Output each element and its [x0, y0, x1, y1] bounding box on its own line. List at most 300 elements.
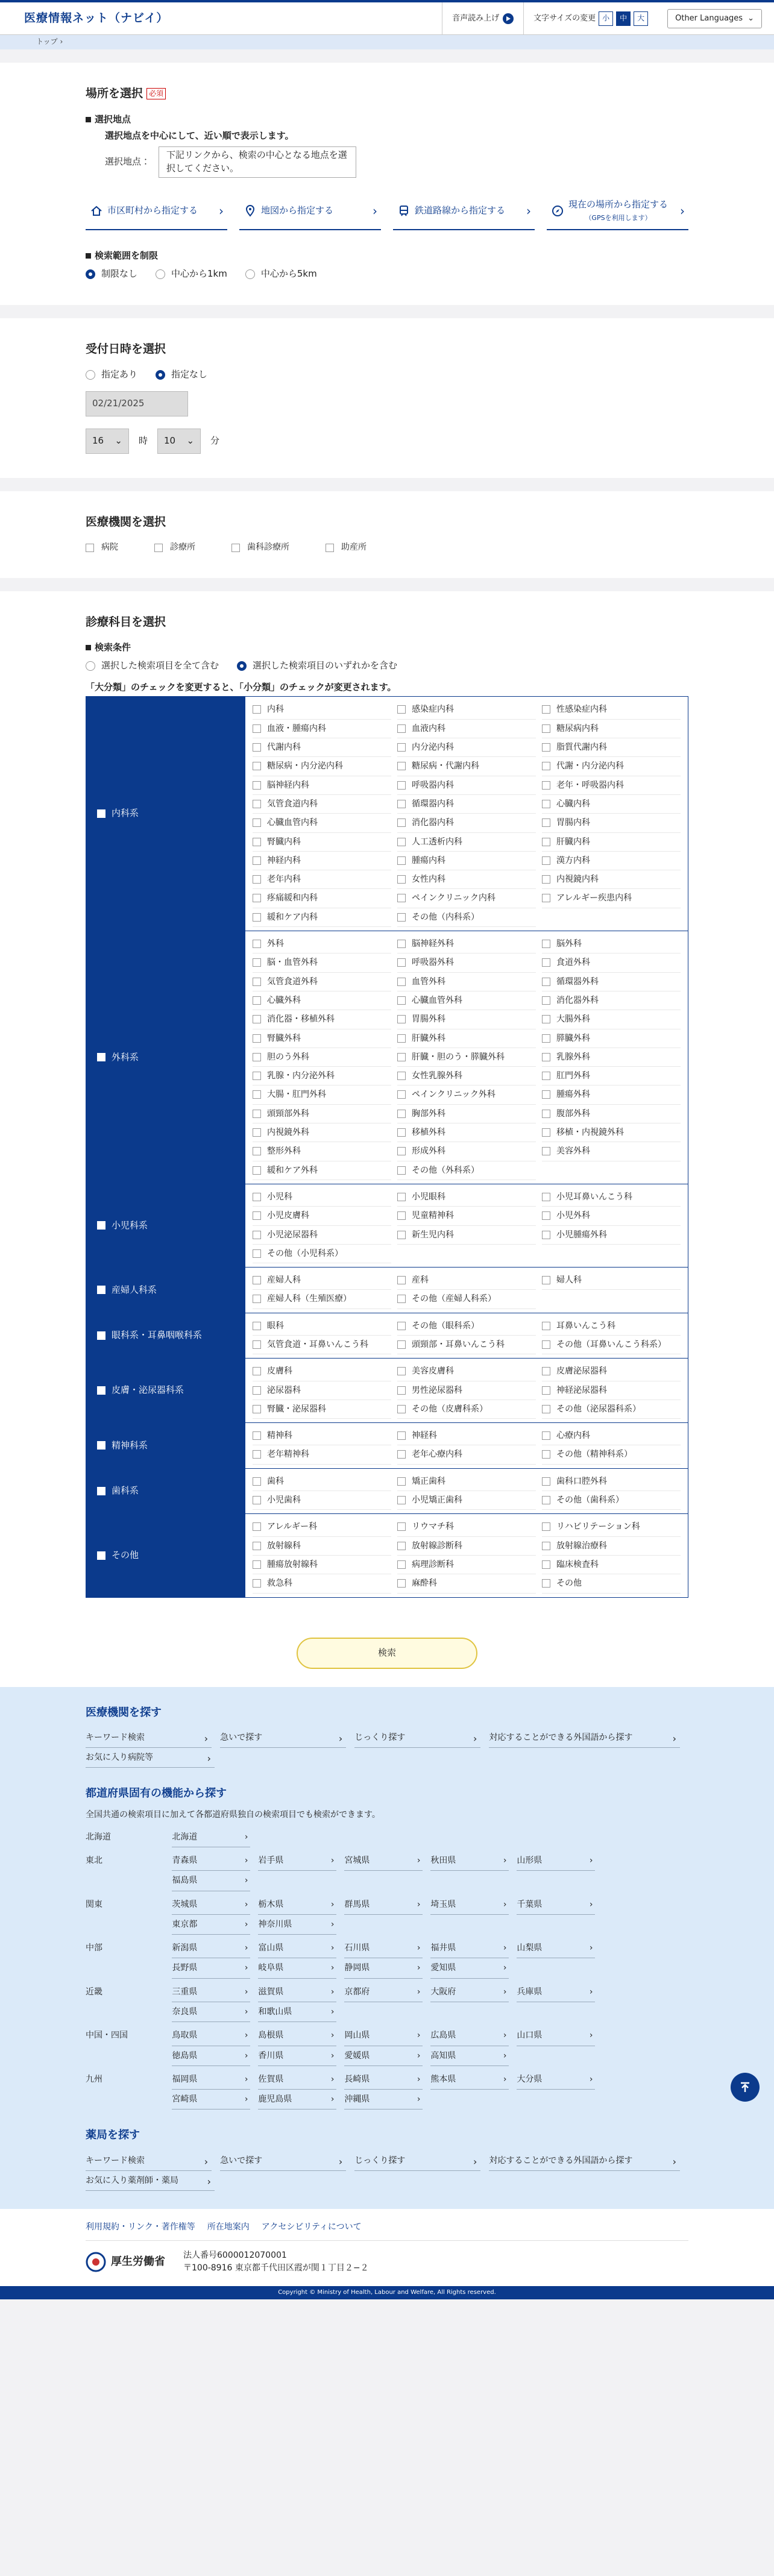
dept-sub-item[interactable]	[397, 1029, 536, 1048]
dept-main-category[interactable]	[86, 931, 245, 1184]
checkbox-icon[interactable]	[397, 996, 406, 1005]
dept-sub-item[interactable]	[253, 1048, 391, 1067]
dept-sub-item[interactable]	[542, 1085, 681, 1104]
dept-sub-item[interactable]	[397, 1400, 536, 1419]
dept-sub-item[interactable]	[542, 1518, 681, 1536]
pref-link[interactable]: 三重県 ›	[172, 1982, 250, 2002]
language-select[interactable]	[667, 9, 762, 28]
dept-main-category[interactable]	[86, 697, 245, 931]
dept-sub-item[interactable]	[397, 814, 536, 832]
dept-sub-item[interactable]	[397, 852, 536, 870]
dept-sub-item[interactable]	[253, 935, 391, 953]
back-to-top-button[interactable]	[731, 2073, 760, 2102]
checkbox-icon[interactable]	[397, 856, 406, 865]
facility-dental[interactable]	[231, 541, 289, 553]
dept-sub-item[interactable]	[542, 973, 681, 991]
dept-sub-item[interactable]	[542, 795, 681, 814]
dept-sub-item[interactable]	[542, 1362, 681, 1381]
dept-sub-item[interactable]	[397, 738, 536, 757]
checkbox-icon[interactable]	[397, 940, 406, 948]
pref-link[interactable]: 千葉県 ›	[517, 1895, 595, 1915]
checkbox-icon[interactable]	[397, 1193, 406, 1201]
checkbox-icon[interactable]	[253, 1249, 261, 1258]
font-medium-button[interactable]: 中	[616, 11, 631, 26]
dept-sub-item[interactable]	[253, 1207, 391, 1225]
dept-sub-item[interactable]	[397, 1336, 536, 1354]
dept-sub-item[interactable]	[253, 700, 391, 719]
dept-sub-item[interactable]	[542, 1226, 681, 1245]
checkbox-icon[interactable]	[542, 705, 550, 714]
keyword-search-link[interactable]: キーワード検索 ›	[86, 1728, 212, 1748]
cond-all[interactable]	[86, 659, 219, 673]
play-icon[interactable]	[503, 13, 514, 24]
checkbox-icon[interactable]	[397, 781, 406, 790]
dept-sub-item[interactable]	[253, 1271, 391, 1290]
radio-on-icon[interactable]	[237, 661, 247, 671]
dept-sub-item[interactable]	[253, 1518, 391, 1536]
pref-link[interactable]: 大分県 ›	[517, 2070, 595, 2090]
checkbox-icon[interactable]	[542, 940, 550, 948]
checkbox-icon[interactable]	[97, 1551, 105, 1560]
pref-link[interactable]: 愛媛県 ›	[344, 2046, 423, 2066]
checkbox-icon[interactable]	[397, 1276, 406, 1284]
checkbox-icon[interactable]	[542, 1053, 550, 1061]
dept-sub-item[interactable]	[253, 757, 391, 776]
dept-sub-item[interactable]	[542, 1537, 681, 1556]
checkbox-icon[interactable]	[542, 894, 550, 902]
checkbox-icon[interactable]	[397, 1128, 406, 1137]
checkbox-icon[interactable]	[97, 1487, 105, 1495]
checkbox-icon[interactable]	[253, 1477, 261, 1486]
dept-sub-item[interactable]	[397, 953, 536, 972]
checkbox-icon[interactable]	[97, 1221, 105, 1230]
dept-sub-item[interactable]	[542, 776, 681, 795]
dept-main-category[interactable]	[86, 1468, 245, 1514]
dept-sub-item[interactable]	[253, 1123, 391, 1142]
checkbox-icon[interactable]	[253, 838, 261, 846]
quick-search-link[interactable]: 急いで探す ›	[220, 1728, 346, 1748]
dept-sub-item[interactable]	[542, 1491, 681, 1510]
checkbox-icon[interactable]	[231, 544, 240, 552]
checkbox-icon[interactable]	[86, 544, 94, 552]
radio-off-icon[interactable]	[86, 370, 95, 380]
pref-link[interactable]: 新潟県 ›	[172, 1938, 250, 1958]
checkbox-icon[interactable]	[542, 818, 550, 827]
checkbox-icon[interactable]	[154, 544, 163, 552]
dept-sub-item[interactable]	[397, 1518, 536, 1536]
dept-sub-item[interactable]	[542, 1271, 681, 1290]
checkbox-icon[interactable]	[542, 996, 550, 1005]
checkbox-icon[interactable]	[253, 856, 261, 865]
dept-sub-item[interactable]	[542, 833, 681, 852]
dept-sub-item[interactable]	[542, 1400, 681, 1419]
checkbox-icon[interactable]	[542, 978, 550, 986]
dept-main-category[interactable]	[86, 1313, 245, 1359]
pref-link[interactable]: 青森県 ›	[172, 1851, 250, 1871]
dept-sub-item[interactable]	[542, 1123, 681, 1142]
fav-pharm-link[interactable]: お気に入り薬剤師・薬局 ›	[86, 2171, 215, 2191]
font-large-button[interactable]: 大	[634, 11, 648, 26]
dept-sub-item[interactable]	[253, 1381, 391, 1400]
dept-sub-item[interactable]	[397, 1067, 536, 1085]
dept-sub-item[interactable]	[397, 1381, 536, 1400]
dept-sub-item[interactable]	[397, 1271, 536, 1290]
mhlw-logo[interactable]	[86, 2252, 165, 2272]
site-logo[interactable]: 医療情報ネット（ナビイ）	[24, 11, 169, 25]
dept-sub-item[interactable]	[542, 1427, 681, 1445]
dept-sub-item[interactable]	[542, 889, 681, 908]
dept-sub-item[interactable]	[253, 973, 391, 991]
dept-sub-item[interactable]	[542, 738, 681, 757]
checkbox-icon[interactable]	[397, 1450, 406, 1459]
checkbox-icon[interactable]	[253, 894, 261, 902]
dept-sub-item[interactable]	[253, 1537, 391, 1556]
checkbox-icon[interactable]	[542, 1090, 550, 1099]
cond-any[interactable]	[237, 659, 397, 673]
pref-link[interactable]: 神奈川県 ›	[258, 1915, 336, 1935]
pref-link[interactable]: 岡山県 ›	[344, 2026, 423, 2046]
checkbox-icon[interactable]	[542, 958, 550, 967]
pref-link[interactable]: 奈良県 ›	[172, 2002, 250, 2022]
checkbox-icon[interactable]	[253, 1072, 261, 1080]
breadcrumb-top[interactable]: トップ	[36, 37, 58, 46]
checkbox-icon[interactable]	[397, 838, 406, 846]
dept-sub-item[interactable]	[397, 889, 536, 908]
checkbox-icon[interactable]	[253, 1496, 261, 1504]
pref-link[interactable]: 鹿児島県 ›	[258, 2090, 336, 2109]
checkbox-icon[interactable]	[253, 1147, 261, 1155]
dept-sub-item[interactable]	[253, 1085, 391, 1104]
dept-sub-item[interactable]	[253, 1188, 391, 1207]
checkbox-icon[interactable]	[542, 856, 550, 865]
checkbox-icon[interactable]	[397, 762, 406, 770]
facility-midwife[interactable]	[326, 541, 367, 553]
checkbox-icon[interactable]	[253, 978, 261, 986]
dept-sub-item[interactable]	[397, 908, 536, 927]
dept-sub-item[interactable]	[253, 1142, 391, 1161]
dept-sub-item[interactable]	[253, 720, 391, 738]
dept-sub-item[interactable]	[397, 1472, 536, 1491]
checkbox-icon[interactable]	[397, 1166, 406, 1175]
pref-link[interactable]: 香川県 ›	[258, 2046, 336, 2066]
dept-sub-item[interactable]	[253, 852, 391, 870]
pref-link[interactable]: 群馬県 ›	[344, 1895, 423, 1915]
dept-sub-item[interactable]	[542, 720, 681, 738]
checkbox-icon[interactable]	[253, 1295, 261, 1303]
dept-sub-item[interactable]	[397, 795, 536, 814]
pref-link[interactable]: 北海道 ›	[172, 1827, 250, 1847]
checkbox-icon[interactable]	[397, 913, 406, 922]
checkbox-icon[interactable]	[253, 1405, 261, 1413]
facility-hospital[interactable]	[86, 541, 118, 553]
checkbox-icon[interactable]	[542, 1211, 550, 1220]
checkbox-icon[interactable]	[253, 1386, 261, 1395]
checkbox-icon[interactable]	[542, 1431, 550, 1440]
checkbox-icon[interactable]	[397, 1579, 406, 1588]
checkbox-icon[interactable]	[253, 1322, 261, 1330]
range-none[interactable]	[86, 268, 137, 281]
checkbox-icon[interactable]	[253, 743, 261, 752]
checkbox-icon[interactable]	[253, 996, 261, 1005]
dept-sub-item[interactable]	[253, 1336, 391, 1354]
dept-sub-item[interactable]	[542, 953, 681, 972]
pref-link[interactable]: 山形県 ›	[517, 1851, 595, 1871]
checkbox-icon[interactable]	[253, 800, 261, 808]
pref-link[interactable]: 福岡県 ›	[172, 2070, 250, 2090]
checkbox-icon[interactable]	[253, 1431, 261, 1440]
voice-toggle[interactable]	[442, 2, 523, 35]
pref-link[interactable]: 岩手県 ›	[258, 1851, 336, 1871]
checkbox-icon[interactable]	[253, 1340, 261, 1349]
checkbox-icon[interactable]	[253, 913, 261, 922]
checkbox-icon[interactable]	[253, 762, 261, 770]
dept-sub-item[interactable]	[542, 870, 681, 889]
pharm-language-link[interactable]: 対応することができる外国語から探す ›	[489, 2151, 680, 2171]
pref-link[interactable]: 佐賀県 ›	[258, 2070, 336, 2090]
dept-sub-item[interactable]	[253, 795, 391, 814]
pharm-keyword-link[interactable]: キーワード検索 ›	[86, 2151, 212, 2171]
minute-select[interactable]	[157, 429, 201, 454]
dept-sub-item[interactable]	[542, 1472, 681, 1491]
dept-sub-item[interactable]	[542, 700, 681, 719]
checkbox-icon[interactable]	[397, 1295, 406, 1303]
checkbox-icon[interactable]	[397, 1522, 406, 1531]
dept-sub-item[interactable]	[253, 1362, 391, 1381]
dept-sub-item[interactable]	[397, 1574, 536, 1593]
checkbox-icon[interactable]	[253, 1542, 261, 1550]
accessibility-link[interactable]: アクセシビリティについて	[261, 2222, 362, 2232]
dept-sub-item[interactable]	[542, 1556, 681, 1574]
checkbox-icon[interactable]	[397, 1110, 406, 1118]
checkbox-icon[interactable]	[542, 781, 550, 790]
checkbox-icon[interactable]	[397, 1367, 406, 1375]
pharm-detail-link[interactable]: じっくり探す ›	[354, 2151, 480, 2171]
checkbox-icon[interactable]	[542, 1231, 550, 1239]
dept-sub-item[interactable]	[397, 1226, 536, 1245]
checkbox-icon[interactable]	[542, 1579, 550, 1588]
checkbox-icon[interactable]	[397, 1340, 406, 1349]
reception-specify[interactable]	[86, 368, 137, 382]
dept-sub-item[interactable]	[397, 1207, 536, 1225]
checkbox-icon[interactable]	[397, 1231, 406, 1239]
dept-sub-item[interactable]	[397, 1123, 536, 1142]
checkbox-icon[interactable]	[253, 1450, 261, 1459]
pref-link[interactable]: 鳥取県 ›	[172, 2026, 250, 2046]
pref-link[interactable]: 静岡県 ›	[344, 1958, 423, 1978]
checkbox-icon[interactable]	[253, 1522, 261, 1531]
checkbox-icon[interactable]	[397, 1211, 406, 1220]
checkbox-icon[interactable]	[542, 1193, 550, 1201]
checkbox-icon[interactable]	[397, 1322, 406, 1330]
checkbox-icon[interactable]	[542, 1072, 550, 1080]
checkbox-icon[interactable]	[542, 875, 550, 884]
radio-on-icon[interactable]	[156, 370, 165, 380]
checkbox-icon[interactable]	[542, 743, 550, 752]
city-link[interactable]	[86, 193, 227, 231]
pharm-quick-link[interactable]: 急いで探す ›	[220, 2151, 346, 2171]
dept-sub-item[interactable]	[397, 1445, 536, 1464]
checkbox-icon[interactable]	[542, 1128, 550, 1137]
dept-sub-item[interactable]	[253, 1491, 391, 1510]
checkbox-icon[interactable]	[542, 724, 550, 733]
checkbox-icon[interactable]	[397, 1386, 406, 1395]
checkbox-icon[interactable]	[253, 1015, 261, 1023]
pref-link[interactable]: 宮城県 ›	[344, 1851, 423, 1871]
dept-sub-item[interactable]	[253, 1574, 391, 1593]
dept-sub-item[interactable]	[397, 1048, 536, 1067]
checkbox-icon[interactable]	[397, 1542, 406, 1550]
checkbox-icon[interactable]	[397, 705, 406, 714]
dept-sub-item[interactable]	[542, 852, 681, 870]
dept-sub-item[interactable]	[542, 1048, 681, 1067]
checkbox-icon[interactable]	[542, 1542, 550, 1550]
checkbox-icon[interactable]	[397, 1431, 406, 1440]
pref-link[interactable]: 沖縄県 ›	[344, 2090, 423, 2109]
train-link[interactable]	[393, 193, 535, 231]
checkbox-icon[interactable]	[253, 724, 261, 733]
dept-sub-item[interactable]	[253, 889, 391, 908]
checkbox-icon[interactable]	[397, 1147, 406, 1155]
pref-link[interactable]: 長野県 ›	[172, 1958, 250, 1978]
dept-sub-item[interactable]	[397, 991, 536, 1010]
dept-sub-item[interactable]	[397, 833, 536, 852]
dept-sub-item[interactable]	[397, 1556, 536, 1574]
dept-sub-item[interactable]	[542, 1142, 681, 1161]
dept-sub-item[interactable]	[253, 1445, 391, 1464]
checkbox-icon[interactable]	[97, 1441, 105, 1450]
checkbox-icon[interactable]	[397, 894, 406, 902]
range-1km[interactable]	[156, 268, 227, 281]
checkbox-icon[interactable]	[542, 1322, 550, 1330]
checkbox-icon[interactable]	[97, 1053, 105, 1061]
checkbox-icon[interactable]	[253, 781, 261, 790]
dept-sub-item[interactable]	[397, 1188, 536, 1207]
checkbox-icon[interactable]	[253, 1211, 261, 1220]
gps-link[interactable]	[547, 193, 688, 231]
checkbox-icon[interactable]	[253, 1128, 261, 1137]
dept-sub-item[interactable]	[397, 1491, 536, 1510]
radio-off-icon[interactable]	[86, 661, 95, 671]
checkbox-icon[interactable]	[542, 1110, 550, 1118]
checkbox-icon[interactable]	[397, 1560, 406, 1569]
dept-sub-item[interactable]	[397, 700, 536, 719]
checkbox-icon[interactable]	[542, 1496, 550, 1504]
dept-sub-item[interactable]	[397, 1105, 536, 1123]
dept-sub-item[interactable]	[397, 776, 536, 795]
checkbox-icon[interactable]	[397, 1405, 406, 1413]
pref-link[interactable]: 宮崎県 ›	[172, 2090, 250, 2109]
checkbox-icon[interactable]	[397, 1496, 406, 1504]
dept-sub-item[interactable]	[542, 1067, 681, 1085]
dept-main-category[interactable]	[86, 1184, 245, 1267]
checkbox-icon[interactable]	[97, 1286, 105, 1294]
checkbox-icon[interactable]	[397, 724, 406, 733]
dept-sub-item[interactable]	[253, 908, 391, 927]
checkbox-icon[interactable]	[397, 818, 406, 827]
checkbox-icon[interactable]	[542, 1522, 550, 1531]
checkbox-icon[interactable]	[542, 800, 550, 808]
dept-sub-item[interactable]	[253, 1400, 391, 1419]
dept-sub-item[interactable]	[397, 1290, 536, 1308]
checkbox-icon[interactable]	[97, 1331, 105, 1340]
checkbox-icon[interactable]	[542, 1367, 550, 1375]
checkbox-icon[interactable]	[542, 1147, 550, 1155]
dept-sub-item[interactable]	[542, 1105, 681, 1123]
pref-link[interactable]: 山梨県 ›	[517, 1938, 595, 1958]
pref-link[interactable]: 京都府 ›	[344, 1982, 423, 2002]
dept-sub-item[interactable]	[542, 1445, 681, 1464]
dept-sub-item[interactable]	[542, 1188, 681, 1207]
checkbox-icon[interactable]	[253, 1579, 261, 1588]
dept-sub-item[interactable]	[542, 1010, 681, 1029]
dept-sub-item[interactable]	[397, 1362, 536, 1381]
pref-link[interactable]: 石川県 ›	[344, 1938, 423, 1958]
pref-link[interactable]: 高知県 ›	[430, 2046, 509, 2066]
checkbox-icon[interactable]	[542, 1477, 550, 1486]
checkbox-icon[interactable]	[397, 1072, 406, 1080]
dept-sub-item[interactable]	[253, 738, 391, 757]
checkbox-icon[interactable]	[253, 1231, 261, 1239]
dept-sub-item[interactable]	[542, 757, 681, 776]
dept-sub-item[interactable]	[253, 776, 391, 795]
dept-sub-item[interactable]	[397, 870, 536, 889]
dept-sub-item[interactable]	[542, 935, 681, 953]
pref-link[interactable]: 福井県 ›	[430, 1938, 509, 1958]
detail-search-link[interactable]: じっくり探す ›	[354, 1728, 480, 1748]
checkbox-icon[interactable]	[253, 1110, 261, 1118]
pref-link[interactable]: 和歌山県 ›	[258, 2002, 336, 2022]
pref-link[interactable]: 熊本県 ›	[430, 2070, 509, 2090]
dept-sub-item[interactable]	[253, 953, 391, 972]
checkbox-icon[interactable]	[253, 1193, 261, 1201]
checkbox-icon[interactable]	[542, 762, 550, 770]
pref-link[interactable]: 兵庫県 ›	[517, 1982, 595, 2002]
pref-link[interactable]: 大阪府 ›	[430, 1982, 509, 2002]
pref-link[interactable]: 岐阜県 ›	[258, 1958, 336, 1978]
dept-sub-item[interactable]	[542, 1317, 681, 1336]
dept-sub-item[interactable]	[542, 991, 681, 1010]
checkbox-icon[interactable]	[253, 1560, 261, 1569]
checkbox-icon[interactable]	[253, 1367, 261, 1375]
pref-link[interactable]: 富山県 ›	[258, 1938, 336, 1958]
pref-link[interactable]: 秋田県 ›	[430, 1851, 509, 1871]
pref-link[interactable]: 埼玉県 ›	[430, 1895, 509, 1915]
dept-sub-item[interactable]	[397, 1161, 536, 1180]
dept-sub-item[interactable]	[542, 814, 681, 832]
pref-link[interactable]: 島根県 ›	[258, 2026, 336, 2046]
dept-sub-item[interactable]	[253, 870, 391, 889]
checkbox-icon[interactable]	[542, 1405, 550, 1413]
dept-sub-item[interactable]	[253, 1290, 391, 1308]
fav-med-link[interactable]: お気に入り病院等 ›	[86, 1748, 215, 1768]
checkbox-icon[interactable]	[397, 1053, 406, 1061]
dept-sub-item[interactable]	[253, 1317, 391, 1336]
dept-main-category[interactable]	[86, 1268, 245, 1313]
dept-sub-item[interactable]	[397, 757, 536, 776]
dept-sub-item[interactable]	[253, 1226, 391, 1245]
checkbox-icon[interactable]	[397, 1477, 406, 1486]
dept-sub-item[interactable]	[397, 720, 536, 738]
dept-sub-item[interactable]	[397, 1537, 536, 1556]
checkbox-icon[interactable]	[253, 1034, 261, 1043]
pref-link[interactable]: 東京都 ›	[172, 1915, 250, 1935]
checkbox-icon[interactable]	[253, 875, 261, 884]
dept-sub-item[interactable]	[253, 1029, 391, 1048]
dept-sub-item[interactable]	[542, 1207, 681, 1225]
checkbox-icon[interactable]	[253, 1090, 261, 1099]
pref-link[interactable]: 山口県 ›	[517, 2026, 595, 2046]
range-5km[interactable]	[245, 268, 317, 281]
